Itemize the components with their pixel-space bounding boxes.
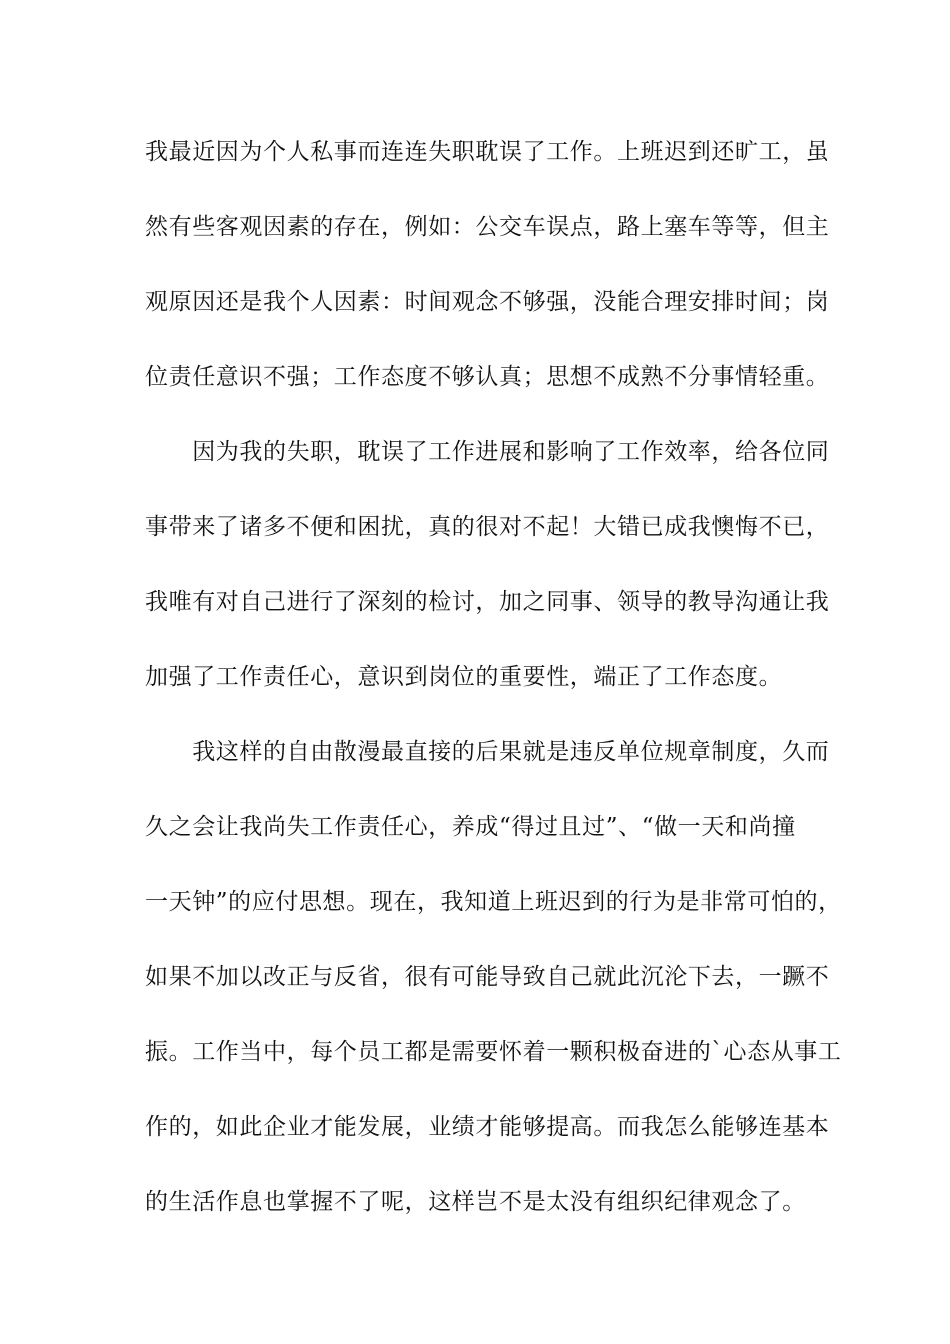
text-line: 振。工作当中，每个员工都是需要怀着一颗积极奋进的`心态从事工 — [145, 1039, 842, 1065]
text-line: 因为我的失职，耽误了工作进展和影响了工作效率，给各位同 — [145, 439, 830, 465]
text-line: 观原因还是我个人因素：时间观念不够强，没能合理安排时间；岗 — [145, 289, 830, 315]
document-body — [145, 126, 842, 1251]
text-line: 然有些客观因素的存在，例如：公交车误点，路上塞车等等，但主 — [145, 214, 830, 240]
text-line: 久之会让我尚失工作责任心，养成“得过且过”、“做一天和尚撞 — [145, 814, 796, 840]
text-line: 事带来了诸多不便和困扰，真的很对不起！大错已成我懊悔不已， — [145, 514, 830, 540]
text-line: 加强了工作责任心，意识到岗位的重要性，端正了工作态度。 — [145, 664, 783, 690]
text-line: 我这样的自由散漫最直接的后果就是违反单位规章制度，久而 — [145, 739, 830, 765]
text-line: 一天钟”的应付思想。现在，我知道上班迟到的行为是非常可怕的， — [145, 889, 842, 915]
text-line: 位责任意识不强；工作态度不够认真；思想不成熟不分事情轻重。 — [145, 364, 830, 390]
text-line: 作的，如此企业才能发展，业绩才能够提高。而我怎么能够连基本 — [145, 1114, 830, 1140]
text-line: 的生活作息也掌握不了呢，这样岂不是太没有组织纪律观念了。 — [145, 1189, 806, 1215]
text-line: 我唯有对自己进行了深刻的检讨，加之同事、领导的教导沟通让我 — [145, 589, 830, 615]
text-line: 如果不加以改正与反省，很有可能导致自己就此沉沦下去，一蹶不 — [145, 964, 830, 990]
text-line: 我最近因为个人私事而连连失职耽误了工作。上班迟到还旷工，虽 — [145, 139, 830, 165]
